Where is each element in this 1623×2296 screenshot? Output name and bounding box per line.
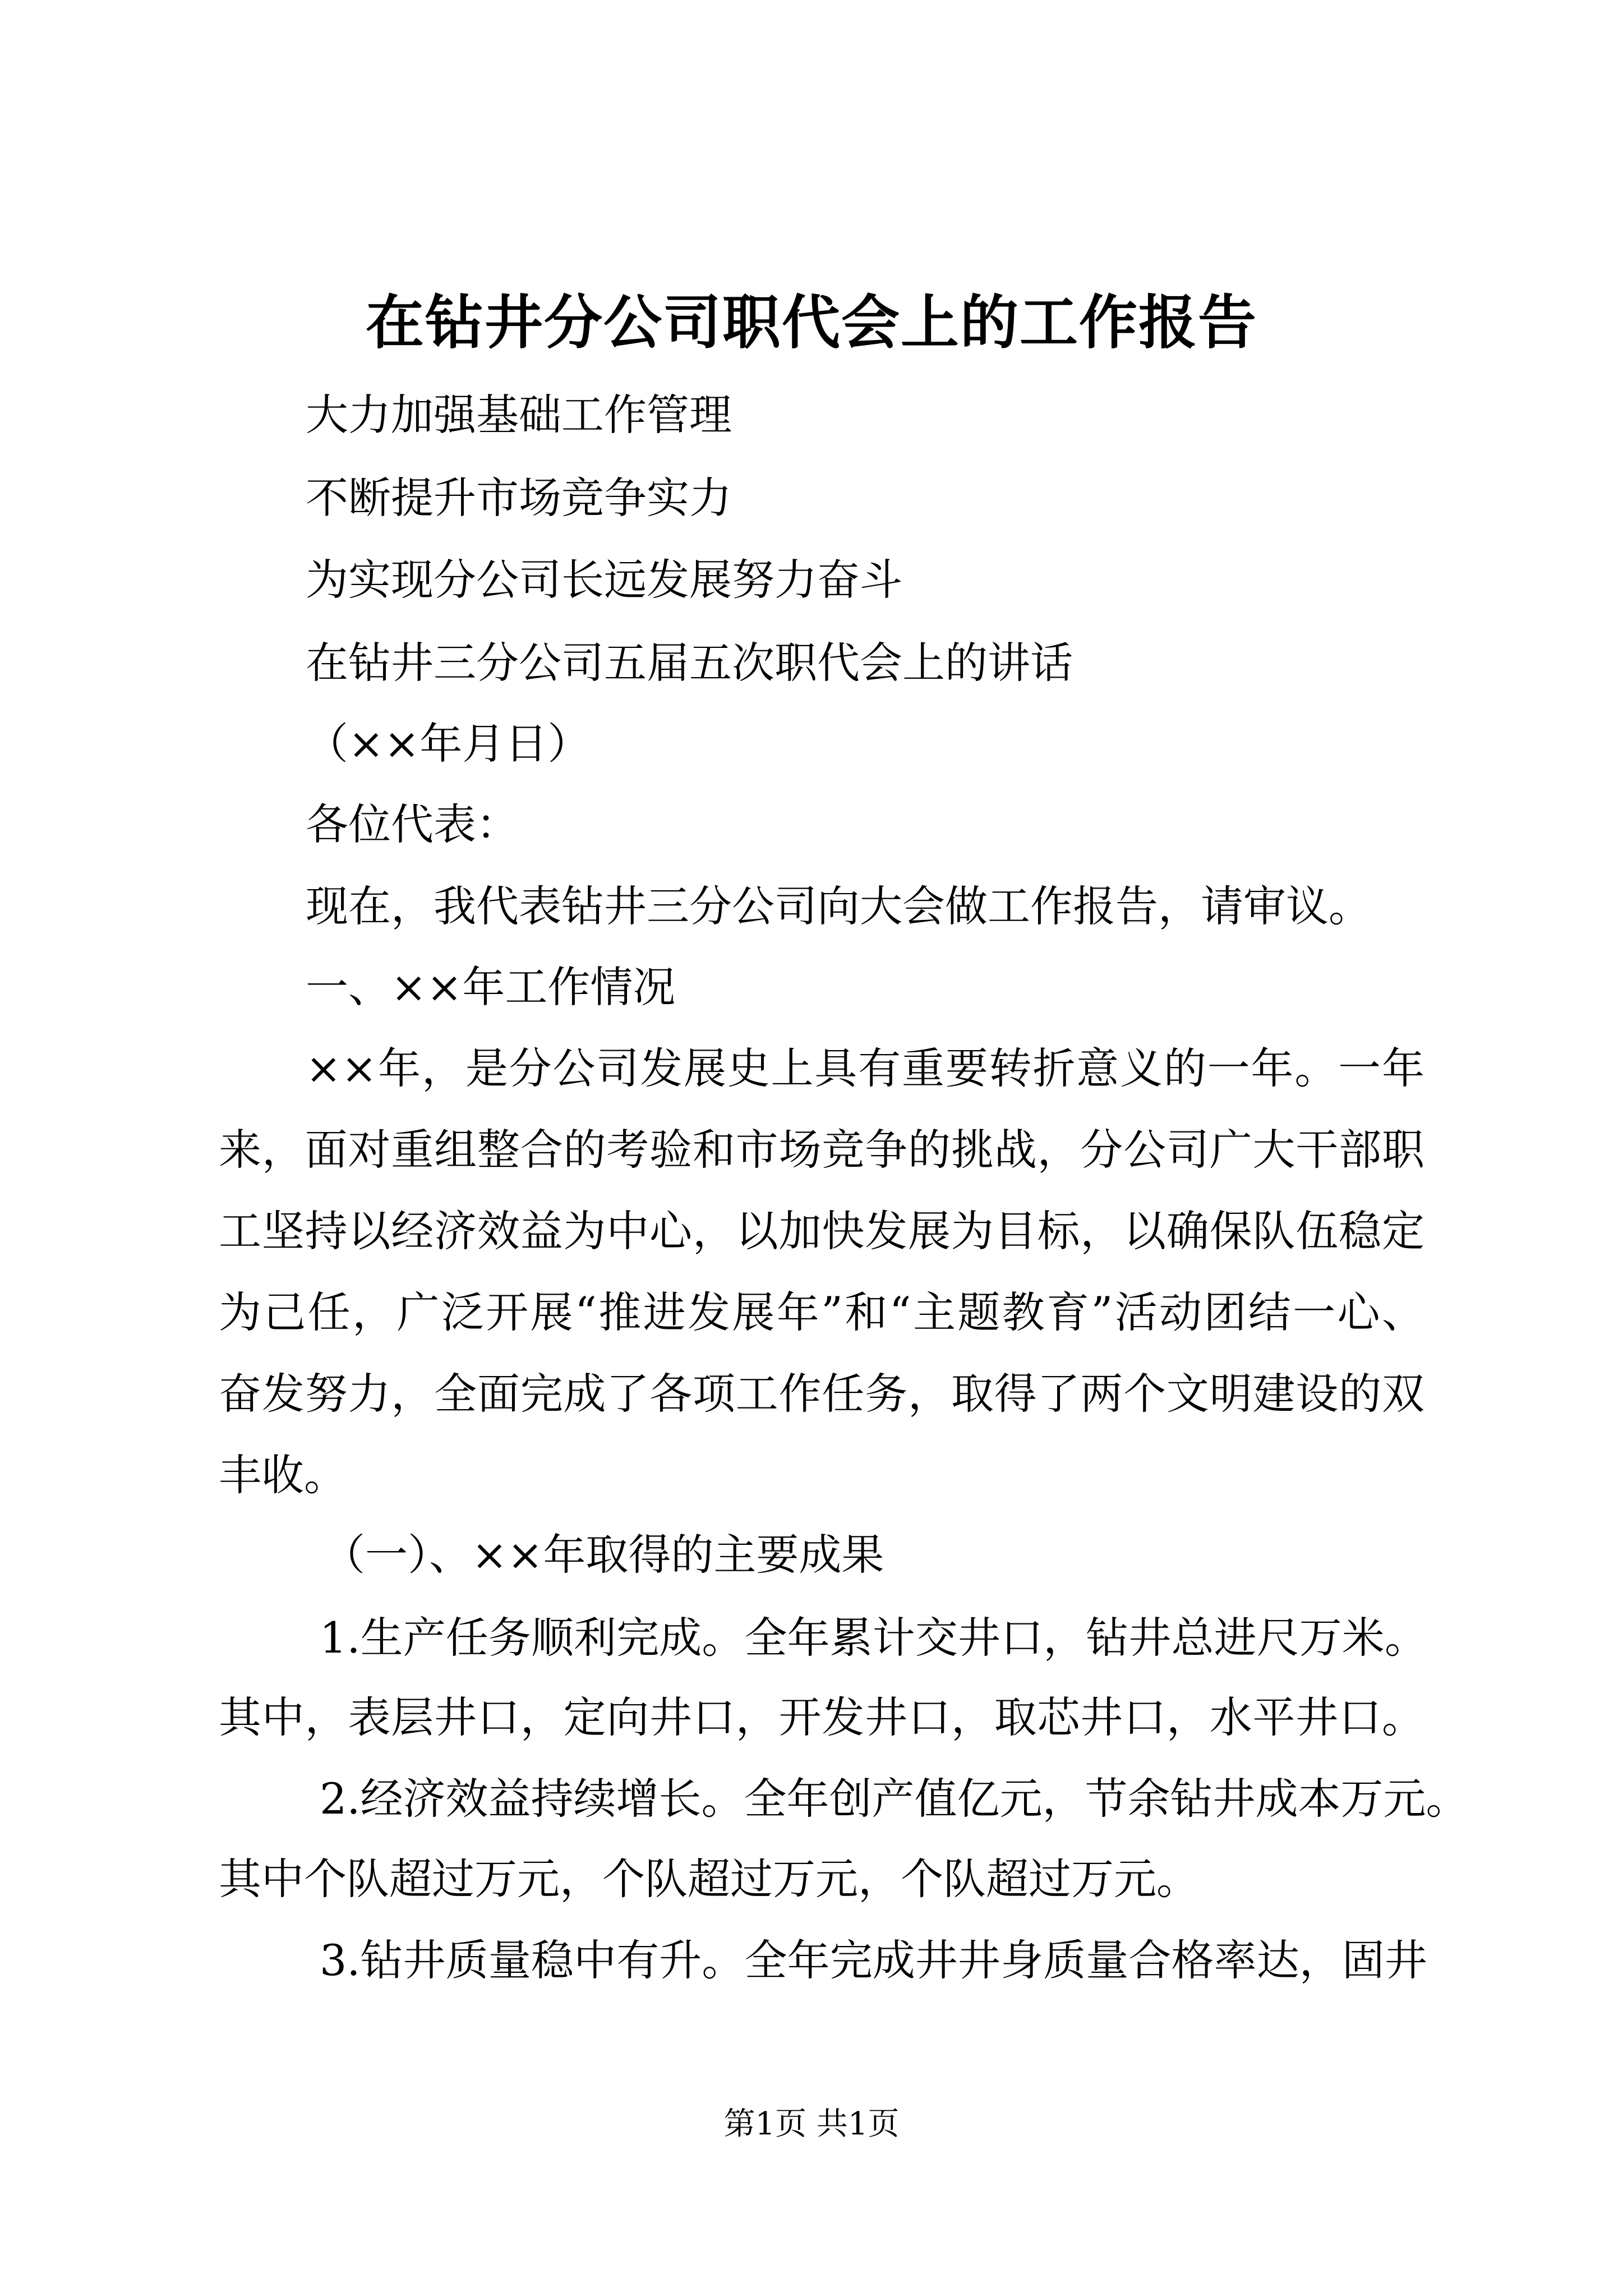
- paragraph-line: 为己任，广泛开展“推进发展年”和“主题教育”活动团结一心、: [219, 1287, 1424, 1337]
- list-item-line: 其中个队超过万元，个队超过万元，个队超过万元。: [219, 1854, 1199, 1904]
- list-item-line: 2.经济效益持续增长。全年创产值亿元，节余钻井成本万元。: [320, 1774, 1469, 1824]
- paragraph-line: 奋发努力，全面完成了各项工作任务，取得了两个文明建设的双: [219, 1369, 1424, 1419]
- subtitle-line: 不断提升市场竞争实力: [306, 473, 732, 523]
- subsection-heading: （一）、××年取得的主要成果: [322, 1530, 884, 1580]
- intro-paragraph: 现在，我代表钻井三分公司向大会做工作报告，请审议。: [306, 881, 1371, 931]
- paragraph-line: 工坚持以经济效益为中心，以加快发展为目标，以确保队伍稳定: [219, 1206, 1424, 1256]
- page-number-footer: 第1页 共1页: [723, 2106, 900, 2142]
- subtitle-line: 为实现分公司长远发展努力奋斗: [306, 555, 902, 605]
- subtitle-line: 大力加强基础工作管理: [306, 390, 732, 440]
- list-item-line: 其中，表层井口，定向井口，开发井口，取芯井口，水平井口。: [219, 1692, 1424, 1742]
- list-item-line: 1.生产任务顺利完成。全年累计交井口，钻井总进尺万米。: [320, 1613, 1427, 1663]
- paragraph-line: 丰收。: [219, 1450, 347, 1500]
- subtitle-line: 在钻井三分公司五届五次职代会上的讲话: [306, 638, 1073, 688]
- list-item-line: 3.钻井质量稳中有升。全年完成井井身质量合格率达，固井: [320, 1935, 1427, 1985]
- paragraph-line: 来，面对重组整合的考验和市场竞争的挑战，分公司广大干部职: [219, 1125, 1424, 1175]
- salutation: 各位代表：: [306, 799, 519, 849]
- page-title: 在钻井分公司职代会上的工作报告: [365, 288, 1257, 357]
- date-line: （××年月日）: [306, 719, 591, 769]
- paragraph-line: ××年，是分公司发展史上具有重要转折意义的一年。一年: [306, 1043, 1424, 1093]
- section-heading: 一、××年工作情况: [306, 962, 676, 1012]
